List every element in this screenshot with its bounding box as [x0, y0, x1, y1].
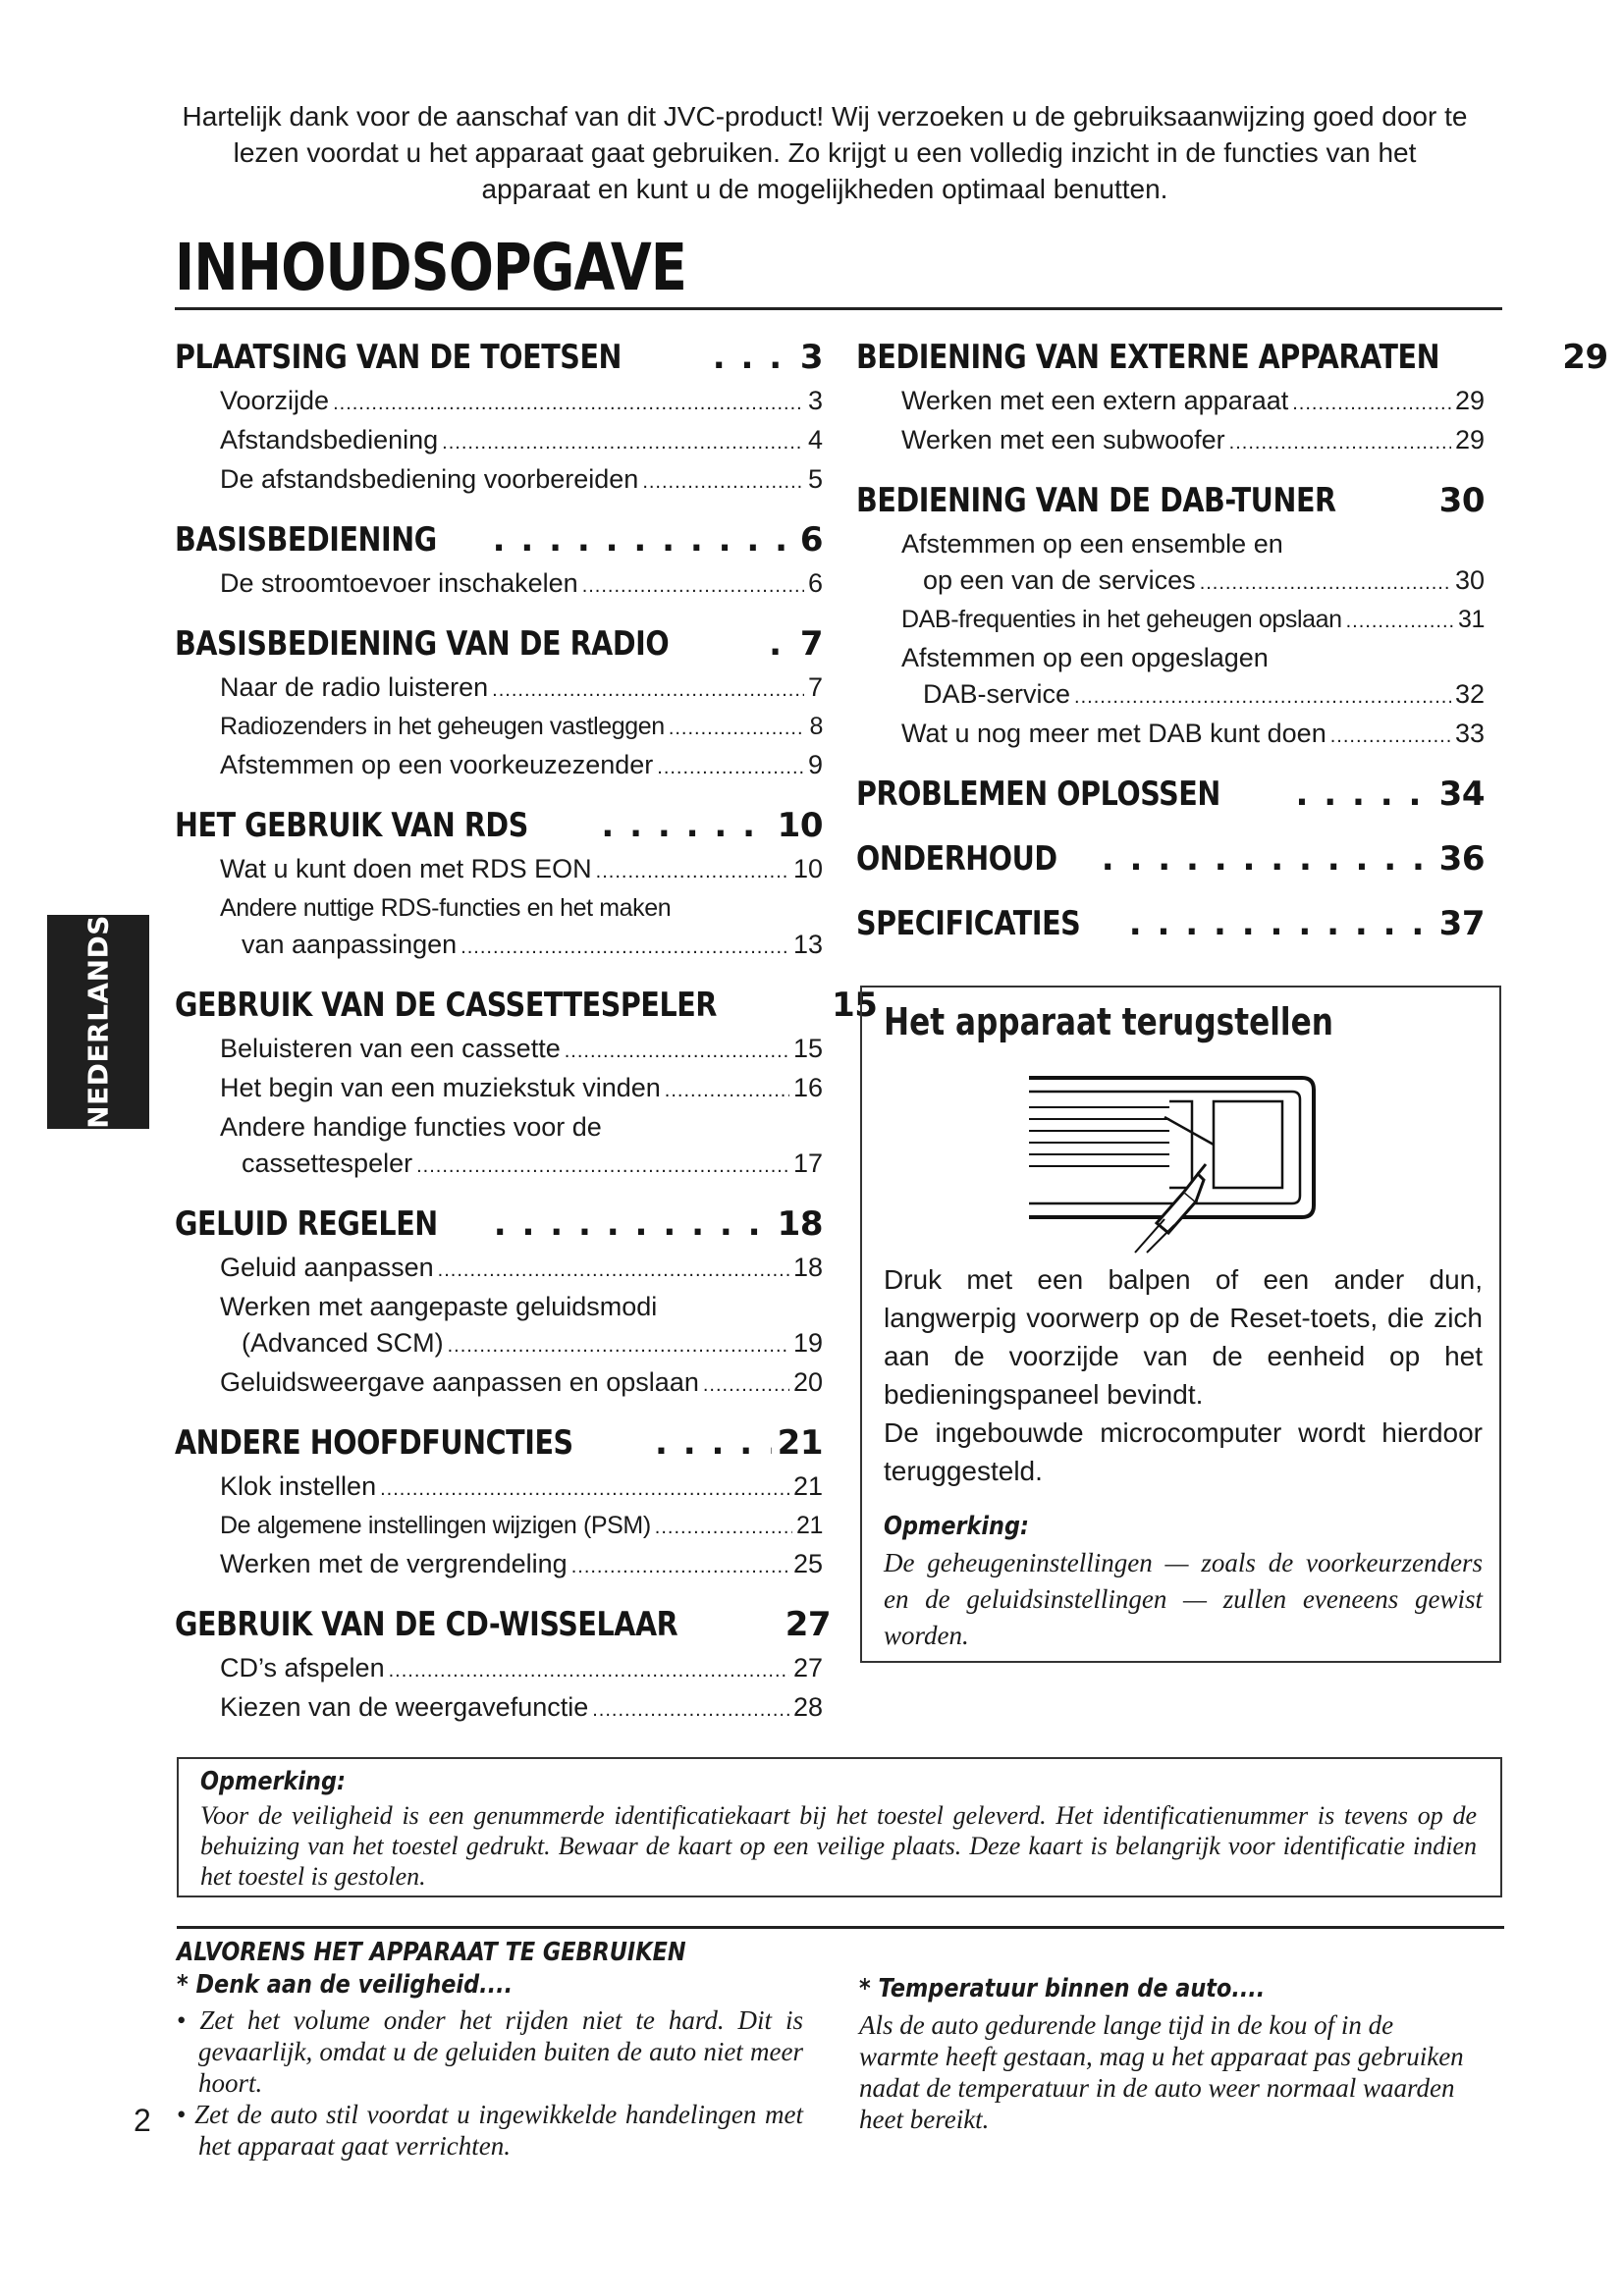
toc-leader [703, 1367, 789, 1404]
toc-entry-label: DAB-frequenties in het geheugen opslaan [901, 606, 1342, 633]
toc-entry [175, 1325, 823, 1364]
toc-entry-label: CD’s afspelen [220, 1653, 385, 1682]
toc-entry-label: DAB-service [923, 679, 1071, 709]
toc-leader [655, 1417, 772, 1468]
id-card-note-box [177, 1757, 1502, 1897]
toc-entry-label: Afstemmen op een ensemble en [901, 529, 1283, 559]
toc-section [175, 332, 823, 501]
toc-section-label: ANDERE HOOFDFUNCTIES [175, 1423, 573, 1463]
toc-entry-label: Werken met een extern apparaat [901, 386, 1289, 415]
toc-entry-label: Afstandsbediening [220, 425, 439, 454]
toc-section-label: GELUID REGELEN [175, 1204, 438, 1244]
toc-entry-label: Kiezen van de weergavefunctie [220, 1692, 589, 1722]
toc-leader [493, 514, 794, 565]
toc-entry-label: Voorzijde [220, 386, 330, 415]
toc-section-label: BEDIENING VAN EXTERNE APPARATEN [856, 338, 1440, 377]
toc-leader [1292, 386, 1451, 422]
toc-leader [380, 1471, 789, 1508]
toc-entry [175, 747, 823, 786]
toc-entry [175, 669, 823, 709]
toc-section-title [856, 332, 1608, 383]
toc-section [856, 833, 1485, 884]
toc-entry-label: van aanpassingen [242, 930, 458, 959]
before-use-divider [177, 1926, 1504, 1929]
language-tab [47, 915, 149, 1129]
toc-entry [175, 1070, 823, 1109]
toc-leader [389, 1653, 789, 1689]
toc-entry [175, 927, 823, 966]
toc-entry-page: 13 [792, 930, 823, 959]
toc-entry [175, 1546, 823, 1585]
toc-leader [333, 386, 804, 422]
toc-entry [856, 383, 1485, 422]
toc-section-label: PROBLEMEN OPLOSSEN [856, 774, 1220, 814]
toc-section [175, 514, 823, 605]
toc-left-column [175, 332, 878, 1742]
toc-section-title [175, 332, 823, 383]
toc-entry-label: Werken met een subwoofer [901, 425, 1225, 454]
toc-entry-page: 6 [807, 568, 823, 598]
toc-leader [1229, 425, 1451, 461]
page-number: 2 [134, 2103, 151, 2138]
toc-section-page: 36 [1438, 839, 1485, 879]
toc-section-page: 7 [799, 624, 823, 664]
toc-entry [175, 383, 823, 422]
toc-entry-label: Wat u nog meer met DAB kunt doen [901, 719, 1326, 748]
toc-section-page: 10 [777, 806, 823, 845]
toc-leader [713, 332, 794, 383]
toc-section [856, 769, 1485, 820]
toc-entry-label: cassettespeler [242, 1148, 413, 1178]
toc-entry-page: 10 [792, 854, 823, 883]
toc-entry-page: 28 [792, 1692, 823, 1722]
toc-leader [657, 750, 804, 786]
toc-leader [665, 1073, 789, 1109]
toc-section-title [856, 833, 1485, 884]
toc-entry-page: 9 [807, 750, 823, 779]
toc-entry-page: 17 [792, 1148, 823, 1178]
title-divider [175, 307, 1502, 310]
safety-list [177, 2004, 803, 2162]
reset-title: Het apparaat terugstellen [884, 1000, 1333, 1043]
toc-section [856, 898, 1485, 949]
toc-entry [856, 526, 1485, 562]
toc-leader [669, 711, 806, 747]
toc-entry [175, 1508, 823, 1546]
toc-entry-page: 33 [1454, 719, 1485, 748]
before-use-title: ALVORENS HET APPARAAT TE GEBRUIKEN [177, 1938, 686, 1967]
toc-leader [592, 1692, 789, 1729]
toc-entry-page: 20 [792, 1367, 823, 1397]
toc-section-title [856, 898, 1485, 949]
toc-entry-label: De algemene instellingen wijzigen (PSM) [220, 1512, 651, 1539]
toc-leader [1074, 679, 1451, 716]
toc-entry-page: 15 [792, 1034, 823, 1063]
toc-entry-label: Geluid aanpassen [220, 1253, 434, 1282]
toc-section-page: 18 [777, 1204, 823, 1244]
toc-section-page: 37 [1438, 904, 1485, 943]
toc-leader [492, 672, 804, 709]
toc-leader [642, 464, 804, 501]
toc-leader [571, 1549, 789, 1585]
toc-entry [175, 851, 823, 890]
reset-instructions: Druk met een balpen of een ander dun, langwerpig voorwerp op de Reset-toets, die zich aan de voorzijde van de eenheid op het bedieningspaneel bevindt. De ingebouwde microcomputer wordt hierdoor teruggesteld. [884, 1264, 1483, 1486]
toc-entry-label: Naar de radio luisteren [220, 672, 489, 702]
toc-section-page: 27 [785, 1605, 832, 1644]
toc-leader [442, 425, 804, 461]
toc-entry [856, 716, 1485, 755]
toc-section-page: 29 [1562, 338, 1608, 377]
toc-section-label: SPECIFICATIES [856, 904, 1081, 943]
toc-leader [565, 1034, 789, 1070]
toc-entry-label: Geluidsweergave aanpassen en opslaan [220, 1367, 699, 1397]
toc-leader [1295, 769, 1433, 820]
toc-entry [175, 1031, 823, 1070]
toc-leader [1102, 833, 1434, 884]
language-tab-label: NEDERLANDS [81, 915, 115, 1129]
toc-entry-label: Klok instellen [220, 1471, 377, 1501]
toc-entry-label: Het begin van een muziekstuk vinden [220, 1073, 661, 1102]
toc-entry [175, 1146, 823, 1185]
toc-leader [1346, 604, 1454, 640]
toc-section-label: BEDIENING VAN DE DAB-TUNER [856, 481, 1336, 520]
toc-entry-page: 31 [1457, 606, 1485, 633]
toc-leader [1330, 719, 1451, 755]
id-card-note-label: Opmerking: [200, 1767, 346, 1796]
toc-section-title [175, 800, 823, 851]
toc-section-page: 3 [799, 338, 823, 377]
toc-section-page: 34 [1438, 774, 1485, 814]
toc-entry [856, 562, 1485, 602]
toc-section-title [856, 769, 1485, 820]
toc-section-title [175, 980, 878, 1031]
toc-section-title [175, 1417, 823, 1468]
toc-entry-page: 19 [792, 1328, 823, 1358]
toc-entry [856, 422, 1485, 461]
reset-note-text: De geheugeninstellingen — zoals de voorkeurzenders en de geluidsinstellingen — zullen eveneens gewist worden. [884, 1548, 1483, 1650]
toc-section-page: 6 [799, 520, 823, 560]
page-title: INHOUDSOPGAVE [175, 230, 687, 305]
safety-item: • Zet de auto stil voordat u ingewikkelde handelingen met het apparaat gaat verrichten. [177, 2099, 803, 2162]
toc-entry-page: 29 [1454, 386, 1485, 415]
toc-section-title [175, 618, 823, 669]
toc-entry-label: Afstemmen op een opgeslagen [901, 643, 1269, 672]
toc-entry-page: 4 [807, 425, 823, 454]
toc-section [856, 332, 1608, 461]
safety-heading: * Denk aan de veiligheid.... [177, 1970, 514, 2000]
toc-entry-page: 27 [792, 1653, 823, 1682]
toc-entry [856, 602, 1485, 640]
intro-text: Hartelijk dank voor de aanschaf van dit JVC-product! Wij verzoeken u de gebruiksaanwijzing goed door te lezen voordat u het apparaat gaat gebruiken. Zo krijgt u een volledig inzicht in de functies van het apparaat en kunt u de mogelijkheden optimaal benutten. [182, 101, 1468, 204]
toc-entry-page: 21 [792, 1471, 823, 1501]
toc-section-label: PLAATSING VAN DE TOETSEN [175, 338, 623, 377]
safety-item: • Zet het volume onder het rijden niet te hard. Dit is gevaarlijk, omdat u de geluiden buiten de auto niet meer hoort. [177, 2004, 803, 2099]
toc-leader [438, 1253, 789, 1289]
toc-section [175, 618, 823, 786]
toc-entry [175, 461, 823, 501]
toc-entry-page: 8 [809, 713, 823, 740]
toc-section [175, 980, 878, 1185]
toc-entry-label: Afstemmen op een voorkeuzezender [220, 750, 654, 779]
toc-section-page: 21 [777, 1423, 823, 1463]
toc-section-title [175, 514, 823, 565]
toc-entry-page: 32 [1454, 679, 1485, 709]
toc-entry [175, 1289, 823, 1325]
toc-section-page: 30 [1438, 481, 1485, 520]
toc-entry [175, 1650, 823, 1689]
toc-section-label: BASISBEDIENING VAN DE RADIO [175, 624, 670, 664]
toc-leader [1129, 898, 1434, 949]
toc-entry-label: Werken met aangepaste geluidsmodi [220, 1292, 658, 1321]
toc-section-label: HET GEBRUIK VAN RDS [175, 806, 528, 845]
toc-leader [769, 618, 794, 669]
toc-entry-label: op een van de services [923, 565, 1196, 595]
toc-section [175, 800, 823, 966]
toc-section-label: GEBRUIK VAN DE CASSETTESPELER [175, 986, 717, 1025]
id-card-note-text: Voor de veiligheid is een genummerde identificatiekaart bij het toestel geleverd. Het identificatienummer is tevens op de behuizing van het toestel gedrukt. Bewaar de kaart op een veilige plaats. Deze kaart is belangrijk voor identificatie indien het toestel is gestolen. [200, 1801, 1477, 1891]
toc-section-label: GEBRUIK VAN DE CD-WISSELAAR [175, 1605, 678, 1644]
toc-leader [416, 1148, 789, 1185]
toc-entry [175, 1364, 823, 1404]
toc-entry-label: Wat u kunt doen met RDS EON [220, 854, 592, 883]
toc-leader [655, 1510, 792, 1546]
toc-entry-page: 3 [807, 386, 823, 415]
temperature-heading: * Temperatuur binnen de auto.... [859, 1974, 1266, 2003]
toc-leader [460, 930, 789, 966]
toc-section-label: BASISBEDIENING [175, 520, 437, 560]
toc-entry-page: 5 [807, 464, 823, 494]
toc-entry-label: (Advanced SCM) [242, 1328, 444, 1358]
toc-entry [175, 709, 823, 747]
toc-section-title [175, 1599, 832, 1650]
toc-section-title [175, 1199, 823, 1250]
reset-box [860, 986, 1501, 1663]
toc-entry-label: Andere nuttige RDS-functies en het maken [220, 894, 672, 922]
toc-section-title [856, 475, 1485, 526]
toc-entry [175, 565, 823, 605]
toc-section [175, 1599, 832, 1729]
toc-entry-label: De afstandsbediening voorbereiden [220, 464, 639, 494]
toc-section-page: 15 [832, 986, 878, 1025]
toc-entry-label: Andere handige functies voor de [220, 1112, 602, 1142]
toc-right-column [856, 332, 1608, 963]
toc-entry-page: 21 [795, 1512, 823, 1539]
toc-entry-page: 29 [1454, 425, 1485, 454]
toc-entry [175, 1109, 823, 1146]
toc-section [175, 1417, 823, 1585]
toc-leader [596, 854, 789, 890]
toc-entry [175, 890, 823, 927]
toc-section [175, 1199, 823, 1404]
toc-entry [175, 1689, 823, 1729]
toc-leader [448, 1328, 789, 1364]
toc-leader [494, 1199, 772, 1250]
toc-entry-page: 16 [792, 1073, 823, 1102]
toc-entry-page: 18 [792, 1253, 823, 1282]
toc-entry [856, 640, 1485, 676]
toc-entry-page: 25 [792, 1549, 823, 1578]
toc-section-label: ONDERHOUD [856, 839, 1057, 879]
toc-entry-page: 30 [1454, 565, 1485, 595]
toc-leader [582, 568, 804, 605]
toc-leader [601, 800, 771, 851]
toc-section [856, 475, 1485, 755]
toc-entry-label: De stroomtoevoer inschakelen [220, 568, 578, 598]
toc-entry [856, 676, 1485, 716]
toc-entry [175, 1468, 823, 1508]
toc-entry [175, 1250, 823, 1289]
temperature-text: Als de auto gedurende lange tijd in de kou of in de warmte heeft gestaan, mag u het apparaat pas gebruiken nadat de temperatuur in de auto weer normaal waarden heet bereikt. [859, 2010, 1464, 2134]
toc-entry [175, 422, 823, 461]
reset-note-label: Opmerking: [884, 1512, 1029, 1541]
toc-entry-label: Beluisteren van een cassette [220, 1034, 561, 1063]
toc-entry-label: Radiozenders in het geheugen vastleggen [220, 713, 665, 740]
toc-entry-label: Werken met de vergrendeling [220, 1549, 568, 1578]
toc-entry-page: 7 [807, 672, 823, 702]
reset-illustration-icon [1017, 1058, 1331, 1255]
toc-leader [1200, 565, 1451, 602]
